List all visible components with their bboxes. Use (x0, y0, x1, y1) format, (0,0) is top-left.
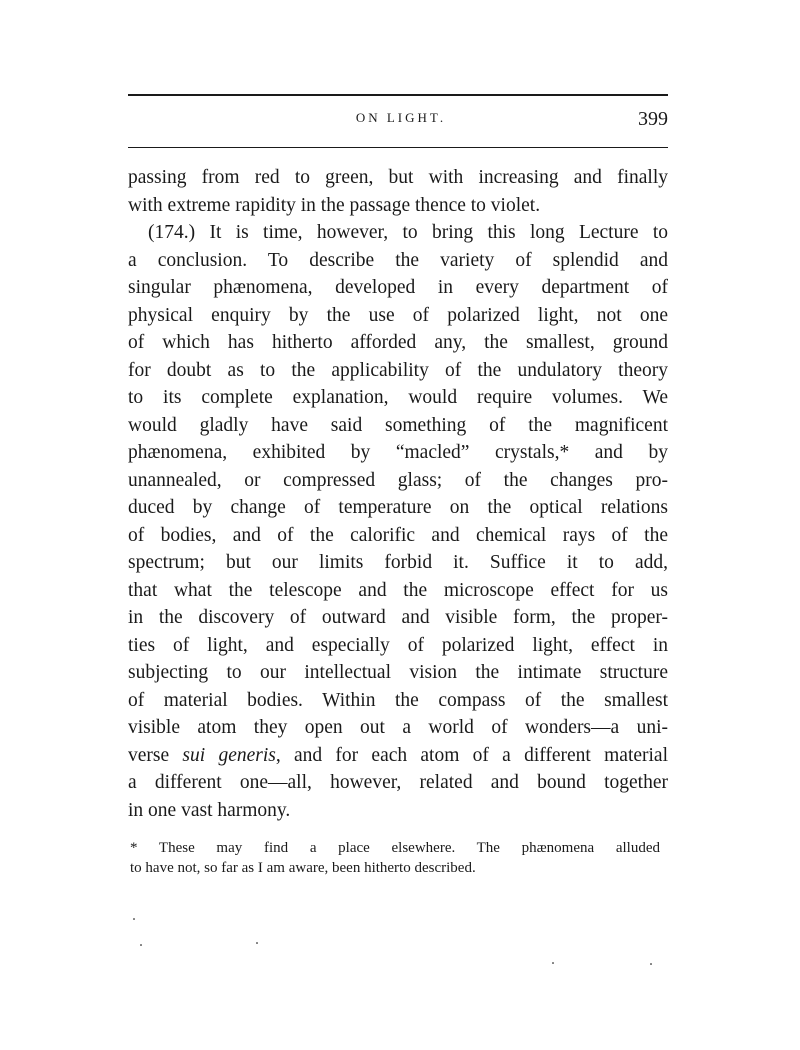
text-line: physical enquiry by the use of polarized light, not one (128, 304, 668, 326)
text-line: of which has hitherto afforded any, the smallest, ground (128, 332, 668, 353)
paper-speck (256, 942, 258, 944)
paper-speck (650, 963, 652, 965)
footnote (130, 838, 660, 878)
text-line: singular phænomena, developed in every department of (128, 277, 668, 298)
text-fragment: , and for each atom of a different material (275, 744, 668, 766)
text-line: for doubt as to the applicability of the undulatory theory (128, 359, 668, 381)
text-line: of material bodies. Within the compass of the smallest (128, 689, 668, 711)
text-line: in one vast harmony. (128, 799, 291, 821)
text-line: visible atom they open out a world of wonders—a uni- (128, 717, 668, 738)
running-title: ON LIGHT. (355, 110, 447, 125)
body-text (128, 164, 668, 824)
text-line: ties of light, and especially of polarized light, effect in (128, 634, 668, 656)
header-top-rule (128, 94, 668, 96)
header-bottom-rule (128, 147, 668, 148)
text-line: spectrum; but our limits forbid it. Suffice it to add, (128, 552, 668, 573)
paper-speck (140, 944, 142, 946)
text-line: unannealed, or compressed glass; of the changes pro- (128, 469, 668, 491)
paper-speck (552, 962, 554, 964)
text-line: a conclusion. To describe the variety of splendid and (128, 249, 668, 271)
text-line: to its complete explanation, would require volumes. We (128, 387, 668, 408)
text-line: of bodies, and of the calorific and chemical rays of the (128, 524, 668, 546)
text-line: subjecting to our intellectual vision the intimate structure (128, 662, 668, 683)
italic-phrase: sui generis (182, 744, 276, 766)
footnote-line: * These may find a place elsewhere. The phænomena alluded (130, 840, 660, 856)
page-number: 399 (638, 108, 668, 130)
text-line: that what the telescope and the microscope effect for us (128, 579, 668, 601)
paper-speck (133, 918, 135, 920)
text-line: (174.) It is time, however, to bring this long Lecture to (148, 222, 668, 243)
running-head (128, 108, 668, 134)
text-line: would gladly have said something of the magnificent (128, 414, 668, 436)
text-fragment: verse (128, 744, 183, 766)
text-line: passing from red to green, but with increasing and finally (128, 167, 668, 188)
text-line: in the discovery of outward and visible form, the proper- (128, 607, 668, 628)
text-line (128, 742, 668, 770)
text-line: a different one—all, however, related and bound together (128, 772, 668, 793)
text-line: duced by change of temperature on the optical relations (128, 497, 668, 518)
footnote-line: to have not, so far as I am aware, been hitherto described. (130, 860, 476, 876)
text-line: with extreme rapidity in the passage thence to violet. (128, 194, 541, 216)
text-line: phænomena, exhibited by “macled” crystals,* and by (128, 442, 668, 463)
